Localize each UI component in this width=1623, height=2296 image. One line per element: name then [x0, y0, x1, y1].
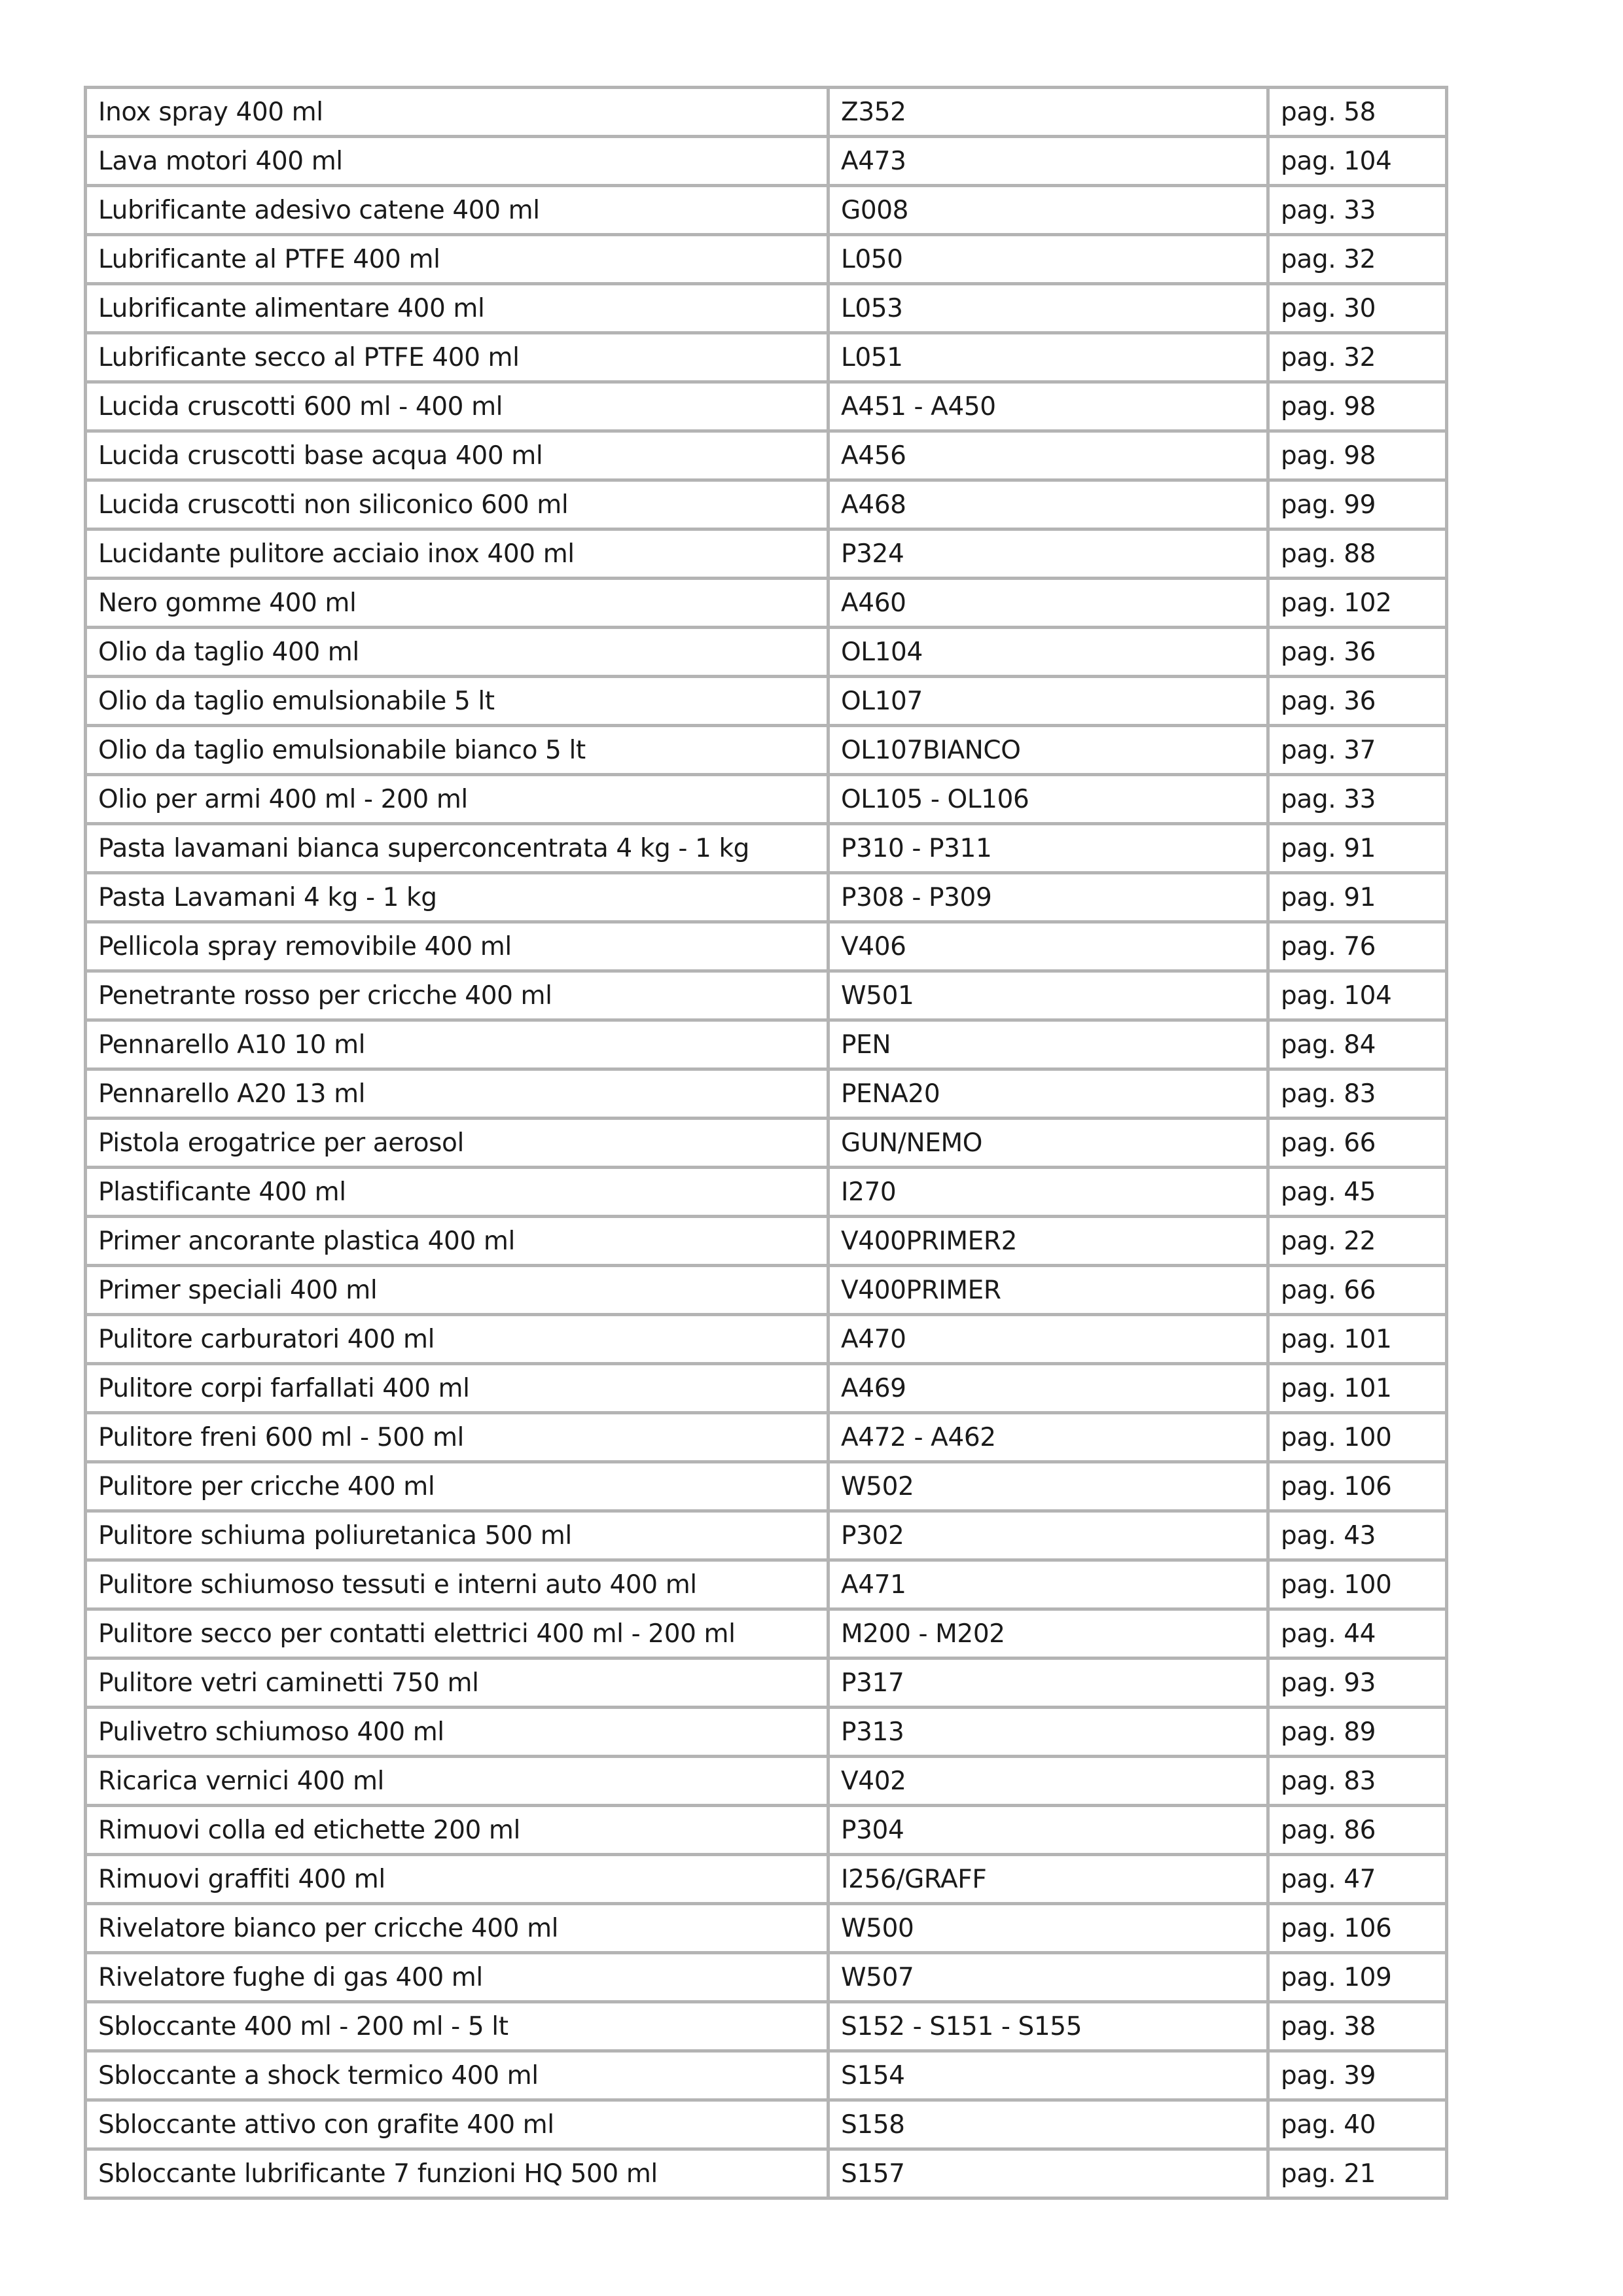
product-name-cell: Rivelatore bianco per cricche 400 ml: [86, 1904, 829, 1953]
product-code-cell: I256/GRAFF: [829, 1855, 1268, 1904]
page-reference-cell: pag. 88: [1268, 529, 1447, 579]
page-reference-cell: pag. 98: [1268, 431, 1447, 480]
page-reference-cell: pag. 40: [1268, 2100, 1447, 2149]
page-reference-cell: pag. 39: [1268, 2051, 1447, 2100]
product-code-cell: W507: [829, 1953, 1268, 2002]
table-row: [86, 1168, 1447, 1217]
table-row: [86, 1560, 1447, 1609]
product-code-cell: A470: [829, 1315, 1268, 1364]
page-reference-cell: pag. 86: [1268, 1806, 1447, 1855]
product-code-cell: P302: [829, 1511, 1268, 1560]
page-reference-cell: pag. 33: [1268, 775, 1447, 824]
product-name-cell: Rimuovi graffiti 400 ml: [86, 1855, 829, 1904]
table-row: [86, 2051, 1447, 2100]
page-reference-cell: pag. 100: [1268, 1413, 1447, 1462]
page-reference-cell: pag. 66: [1268, 1266, 1447, 1315]
page-reference-cell: pag. 109: [1268, 1953, 1447, 2002]
page-reference-cell: pag. 91: [1268, 873, 1447, 922]
product-code-cell: Z352: [829, 88, 1268, 137]
table-row: [86, 2100, 1447, 2149]
product-name-cell: Lubrificante adesivo catene 400 ml: [86, 186, 829, 235]
table-body: [86, 88, 1447, 2198]
page-reference-cell: pag. 83: [1268, 1757, 1447, 1806]
table-row: [86, 1659, 1447, 1708]
product-name-cell: Nero gomme 400 ml: [86, 579, 829, 628]
product-code-cell: P324: [829, 529, 1268, 579]
page-reference-cell: pag. 66: [1268, 1119, 1447, 1168]
product-name-cell: Olio per armi 400 ml - 200 ml: [86, 775, 829, 824]
product-name-cell: Pennarello A10 10 ml: [86, 1020, 829, 1069]
page-reference-cell: pag. 36: [1268, 628, 1447, 677]
table-row: [86, 88, 1447, 137]
page-reference-cell: pag. 76: [1268, 922, 1447, 971]
page-reference-cell: pag. 104: [1268, 137, 1447, 186]
table-row: [86, 1119, 1447, 1168]
table-row: [86, 1069, 1447, 1119]
table-row: [86, 1953, 1447, 2002]
table-row: [86, 1806, 1447, 1855]
page-reference-cell: pag. 43: [1268, 1511, 1447, 1560]
table-row: [86, 333, 1447, 382]
product-name-cell: Rimuovi colla ed etichette 200 ml: [86, 1806, 829, 1855]
product-name-cell: Pulitore schiumoso tessuti e interni auto 400 ml: [86, 1560, 829, 1609]
product-name-cell: Pulitore freni 600 ml - 500 ml: [86, 1413, 829, 1462]
product-code-cell: W502: [829, 1462, 1268, 1511]
product-code-cell: V400PRIMER: [829, 1266, 1268, 1315]
product-code-cell: OL105 - OL106: [829, 775, 1268, 824]
product-code-cell: S158: [829, 2100, 1268, 2149]
product-name-cell: Pulitore secco per contatti elettrici 400 ml - 200 ml: [86, 1609, 829, 1659]
product-code-cell: P313: [829, 1708, 1268, 1757]
product-code-cell: GUN/NEMO: [829, 1119, 1268, 1168]
product-name-cell: Lucida cruscotti non siliconico 600 ml: [86, 480, 829, 529]
product-code-cell: W500: [829, 1904, 1268, 1953]
product-name-cell: Lubrificante secco al PTFE 400 ml: [86, 333, 829, 382]
table-row: [86, 1511, 1447, 1560]
page-reference-cell: pag. 106: [1268, 1462, 1447, 1511]
page-reference-cell: pag. 101: [1268, 1364, 1447, 1413]
product-name-cell: Olio da taglio emulsionabile 5 lt: [86, 677, 829, 726]
table-row: [86, 2002, 1447, 2051]
page-reference-cell: pag. 44: [1268, 1609, 1447, 1659]
table-row: [86, 1609, 1447, 1659]
product-code-cell: A451 - A450: [829, 382, 1268, 431]
product-name-cell: Pasta lavamani bianca superconcentrata 4 kg - 1 kg: [86, 824, 829, 873]
product-name-cell: Pellicola spray removibile 400 ml: [86, 922, 829, 971]
product-name-cell: Pulitore corpi farfallati 400 ml: [86, 1364, 829, 1413]
product-code-cell: S154: [829, 2051, 1268, 2100]
page-reference-cell: pag. 89: [1268, 1708, 1447, 1757]
product-code-cell: A472 - A462: [829, 1413, 1268, 1462]
product-name-cell: Pulitore schiuma poliuretanica 500 ml: [86, 1511, 829, 1560]
table-row: [86, 1757, 1447, 1806]
page-reference-cell: pag. 21: [1268, 2149, 1447, 2198]
table-row: [86, 971, 1447, 1020]
product-name-cell: Lubrificante alimentare 400 ml: [86, 284, 829, 333]
product-name-cell: Pulitore per cricche 400 ml: [86, 1462, 829, 1511]
product-name-cell: Lucidante pulitore acciaio inox 400 ml: [86, 529, 829, 579]
product-code-cell: L051: [829, 333, 1268, 382]
table-row: [86, 1413, 1447, 1462]
table-row: [86, 235, 1447, 284]
product-name-cell: Pulitore carburatori 400 ml: [86, 1315, 829, 1364]
product-code-cell: I270: [829, 1168, 1268, 1217]
table-row: [86, 1364, 1447, 1413]
page-reference-cell: pag. 100: [1268, 1560, 1447, 1609]
product-code-cell: OL104: [829, 628, 1268, 677]
table-row: [86, 775, 1447, 824]
page-reference-cell: pag. 37: [1268, 726, 1447, 775]
product-name-cell: Penetrante rosso per cricche 400 ml: [86, 971, 829, 1020]
table-row: [86, 726, 1447, 775]
page-reference-cell: pag. 106: [1268, 1904, 1447, 1953]
product-name-cell: Pennarello A20 13 ml: [86, 1069, 829, 1119]
table-row: [86, 922, 1447, 971]
page-reference-cell: pag. 45: [1268, 1168, 1447, 1217]
page-reference-cell: pag. 101: [1268, 1315, 1447, 1364]
product-code-cell: A456: [829, 431, 1268, 480]
page-reference-cell: pag. 93: [1268, 1659, 1447, 1708]
product-name-cell: Lubrificante al PTFE 400 ml: [86, 235, 829, 284]
table-row: [86, 431, 1447, 480]
page-reference-cell: pag. 84: [1268, 1020, 1447, 1069]
product-code-cell: L050: [829, 235, 1268, 284]
product-code-cell: S157: [829, 2149, 1268, 2198]
product-code-cell: G008: [829, 186, 1268, 235]
page-reference-cell: pag. 30: [1268, 284, 1447, 333]
product-name-cell: Sbloccante attivo con grafite 400 ml: [86, 2100, 829, 2149]
product-code-cell: V402: [829, 1757, 1268, 1806]
product-code-cell: PEN: [829, 1020, 1268, 1069]
product-index-table: [84, 86, 1448, 2200]
product-code-cell: A460: [829, 579, 1268, 628]
page-reference-cell: pag. 36: [1268, 677, 1447, 726]
product-name-cell: Lucida cruscotti 600 ml - 400 ml: [86, 382, 829, 431]
table-row: [86, 137, 1447, 186]
product-code-cell: A471: [829, 1560, 1268, 1609]
table-row: [86, 480, 1447, 529]
product-code-cell: W501: [829, 971, 1268, 1020]
table-row: [86, 579, 1447, 628]
product-name-cell: Pulivetro schiumoso 400 ml: [86, 1708, 829, 1757]
table-row: [86, 529, 1447, 579]
product-code-cell: A473: [829, 137, 1268, 186]
table-row: [86, 873, 1447, 922]
table-row: [86, 1904, 1447, 1953]
product-name-cell: Plastificante 400 ml: [86, 1168, 829, 1217]
table-row: [86, 284, 1447, 333]
product-name-cell: Olio da taglio emulsionabile bianco 5 lt: [86, 726, 829, 775]
product-name-cell: Pistola erogatrice per aerosol: [86, 1119, 829, 1168]
page-reference-cell: pag. 83: [1268, 1069, 1447, 1119]
product-code-cell: L053: [829, 284, 1268, 333]
table-row: [86, 1266, 1447, 1315]
page-reference-cell: pag. 32: [1268, 235, 1447, 284]
product-code-cell: A469: [829, 1364, 1268, 1413]
table-row: [86, 1708, 1447, 1757]
table-row: [86, 186, 1447, 235]
table-row: [86, 1462, 1447, 1511]
product-name-cell: Rivelatore fughe di gas 400 ml: [86, 1953, 829, 2002]
page-reference-cell: pag. 33: [1268, 186, 1447, 235]
page-reference-cell: pag. 47: [1268, 1855, 1447, 1904]
page-reference-cell: pag. 22: [1268, 1217, 1447, 1266]
product-code-cell: A468: [829, 480, 1268, 529]
product-code-cell: M200 - M202: [829, 1609, 1268, 1659]
product-name-cell: Ricarica vernici 400 ml: [86, 1757, 829, 1806]
page-reference-cell: pag. 91: [1268, 824, 1447, 873]
product-code-cell: P304: [829, 1806, 1268, 1855]
table-row: [86, 382, 1447, 431]
product-code-cell: OL107BIANCO: [829, 726, 1268, 775]
product-name-cell: Pulitore vetri caminetti 750 ml: [86, 1659, 829, 1708]
table-row: [86, 824, 1447, 873]
table-row: [86, 2149, 1447, 2198]
table-row: [86, 677, 1447, 726]
table-row: [86, 1855, 1447, 1904]
product-name-cell: Lava motori 400 ml: [86, 137, 829, 186]
product-name-cell: Sbloccante lubrificante 7 funzioni HQ 500 ml: [86, 2149, 829, 2198]
product-name-cell: Sbloccante 400 ml - 200 ml - 5 lt: [86, 2002, 829, 2051]
product-name-cell: Pasta Lavamani 4 kg - 1 kg: [86, 873, 829, 922]
page-reference-cell: pag. 98: [1268, 382, 1447, 431]
table-row: [86, 628, 1447, 677]
product-code-cell: V400PRIMER2: [829, 1217, 1268, 1266]
product-name-cell: Primer speciali 400 ml: [86, 1266, 829, 1315]
product-name-cell: Lucida cruscotti base acqua 400 ml: [86, 431, 829, 480]
page-reference-cell: pag. 58: [1268, 88, 1447, 137]
page-reference-cell: pag. 104: [1268, 971, 1447, 1020]
product-name-cell: Olio da taglio 400 ml: [86, 628, 829, 677]
page-reference-cell: pag. 32: [1268, 333, 1447, 382]
product-name-cell: Primer ancorante plastica 400 ml: [86, 1217, 829, 1266]
product-code-cell: P308 - P309: [829, 873, 1268, 922]
product-code-cell: V406: [829, 922, 1268, 971]
product-name-cell: Inox spray 400 ml: [86, 88, 829, 137]
page-reference-cell: pag. 102: [1268, 579, 1447, 628]
table-row: [86, 1315, 1447, 1364]
product-code-cell: P310 - P311: [829, 824, 1268, 873]
product-code-cell: PENA20: [829, 1069, 1268, 1119]
page-reference-cell: pag. 38: [1268, 2002, 1447, 2051]
product-code-cell: P317: [829, 1659, 1268, 1708]
product-name-cell: Sbloccante a shock termico 400 ml: [86, 2051, 829, 2100]
product-code-cell: S152 - S151 - S155: [829, 2002, 1268, 2051]
page-reference-cell: pag. 99: [1268, 480, 1447, 529]
table-row: [86, 1020, 1447, 1069]
table-row: [86, 1217, 1447, 1266]
product-code-cell: OL107: [829, 677, 1268, 726]
